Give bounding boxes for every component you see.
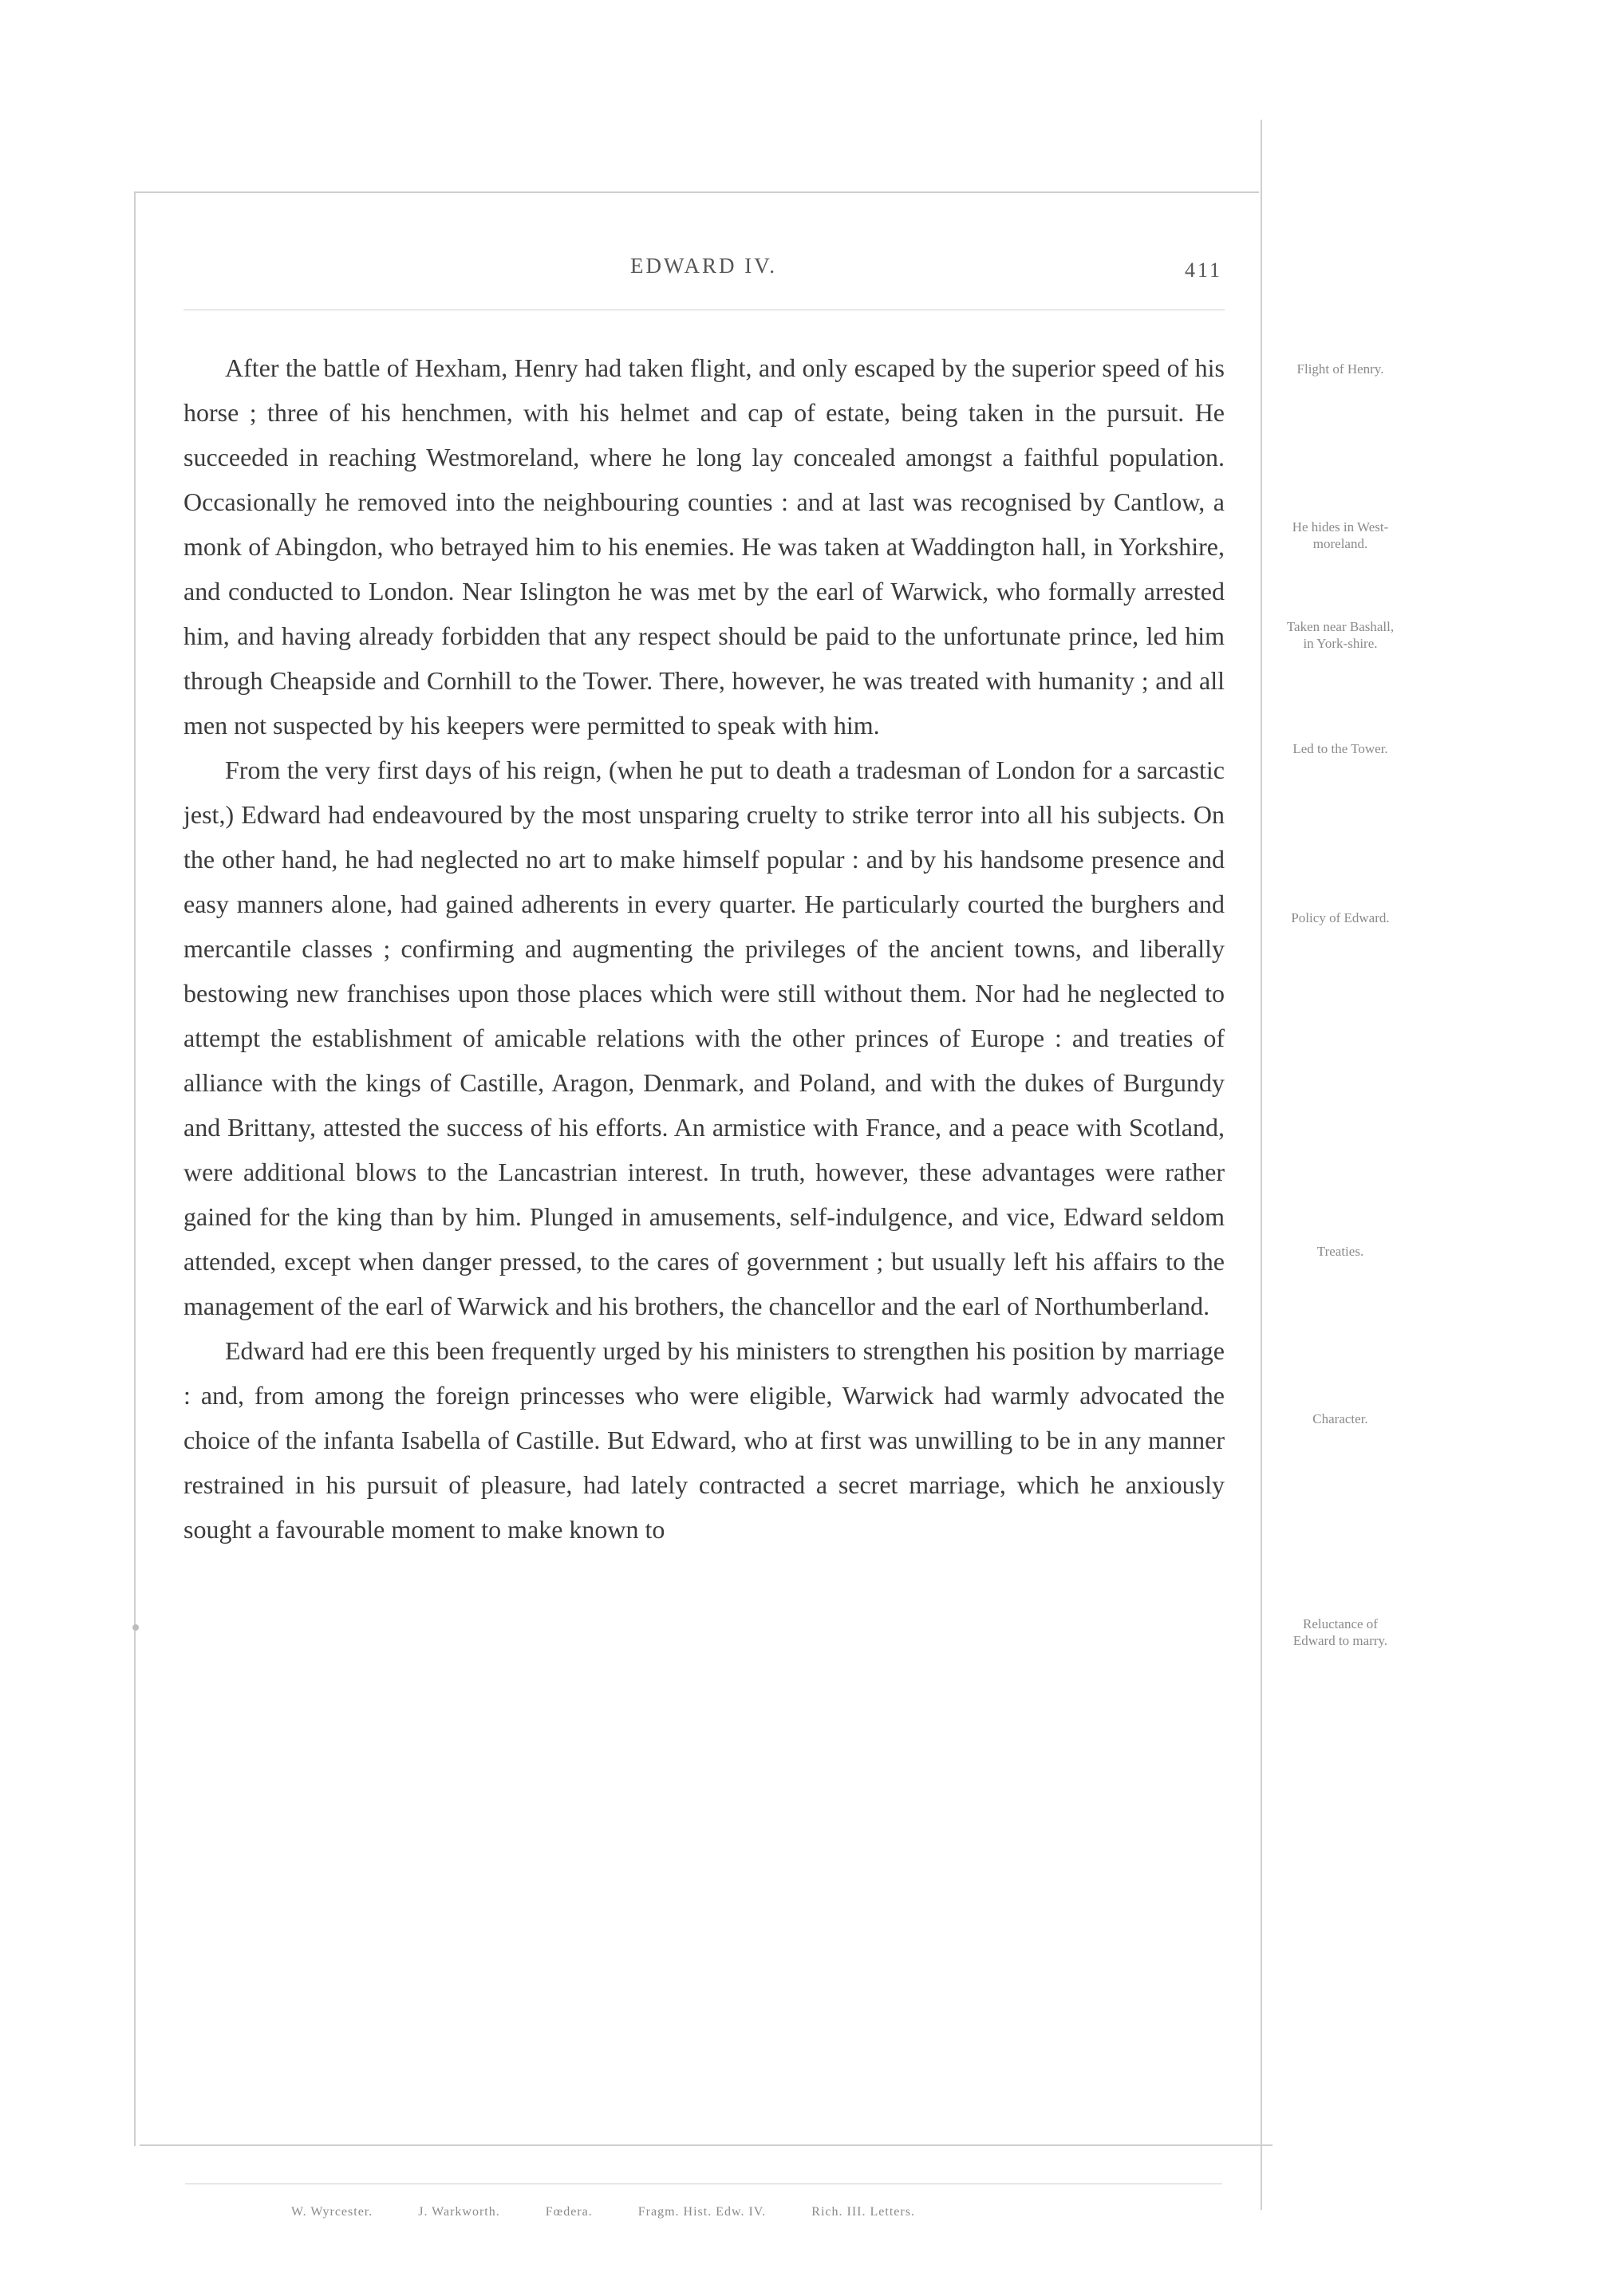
- frame-left-rule: [134, 191, 136, 2146]
- margin-note: Led to the Tower.: [1292, 741, 1388, 756]
- source-citation: W. Wyrcester.: [291, 2205, 373, 2219]
- running-head: EDWARD IV.: [630, 254, 777, 278]
- page-number: 411: [1184, 258, 1222, 282]
- source-citation: Fœdera.: [545, 2205, 593, 2219]
- margin-note: Policy of Edward.: [1291, 910, 1390, 925]
- body-text: [183, 345, 1225, 1552]
- paragraph-1: After the battle of Hexham, Henry had taken flight, and only escaped by the superior speed of his horse ; three of his henchmen, with his helmet and cap of estate, being taken in the pursuit. He succeeded in reaching Westmoreland, where he long lay concealed amongst a faithful population. Occasionally he removed into the neighbouring counties : and at last was recognised by Cantlow, a monk of Abingdon, who betrayed him to his enemies. He was taken at Waddington hall, in Yorkshire, and conducted to London. Near Islington he was met by the earl of Warwick, who formally arrested him, and having already forbidden that any respect should be paid to the unfortunate prince, led him through Cheapside and Cornhill to the Tower. There, however, he was treated with humanity ; and all men not suspected by his keepers were permitted to speak with him.: [183, 353, 1225, 740]
- frame-right-rule: [1261, 120, 1262, 2210]
- margin-note: Character.: [1312, 1411, 1368, 1426]
- ink-spot: [132, 1624, 139, 1631]
- source-citation: J. Warkworth.: [418, 2205, 500, 2219]
- margin-note: Taken near Bashall, in York-shire.: [1286, 619, 1395, 651]
- paragraph-3: Edward had ere this been frequently urged by his ministers to strengthen his position by marriage : and, from among the foreign princesses who were eligible, Warwick had warmly advocated the choice of the infanta Isabella of Castille. But Edward, who at first was unwilling to be in any manner restrained in his pursuit of pleasure, had lately contracted a secret marriage, which he anxiously sought a favourable moment to make known to: [183, 1336, 1225, 1544]
- frame-bottom-rule: [140, 2144, 1272, 2146]
- paragraph-2: From the very first days of his reign, (when he put to death a tradesman of London for a sarcastic jest,) Edward had endeavoured by the most unsparing cruelty to strike terror into all his subjects. On the other hand, he had neglected no art to make himself popular : and by his handsome presence and easy manners alone, had gained adherents in every quarter. He particularly courted the burghers and mercantile classes ; confirming and augmenting the privileges of the ancient towns, and liberally bestowing new franchises upon those places which were still without them. Nor had he neglected to attempt the establishment of amicable relations with the other princes of Europe : and treaties of alliance with the kings of Castille, Aragon, Denmark, and Poland, and with the dukes of Burgundy and Brittany, attested the success of his efforts. An armistice with France, and a peace with Scotland, were additional blows to the Lancastrian interest. In truth, however, these advantages were rather gained for the king than by him. Plunged in amusements, self-indulgence, and vice, Edward seldom attended, except when danger pressed, to the cares of government ; but usually left his affairs to the management of the earl of Warwick and his brothers, the chancellor and the earl of Northumberland.: [183, 755, 1225, 1320]
- margin-note: Treaties.: [1316, 1244, 1364, 1259]
- footnote-sources: [291, 2205, 1249, 2219]
- margin-note: Reluctance of Edward to marry.: [1292, 1616, 1388, 1648]
- margin-note: He hides in West-moreland.: [1292, 519, 1389, 551]
- margin-note: Flight of Henry.: [1296, 361, 1384, 377]
- frame-top-rule: [134, 191, 1259, 193]
- source-citation: Fragm. Hist. Edw. IV.: [637, 2205, 767, 2219]
- page-header: [185, 254, 1222, 286]
- source-citation: Rich. III. Letters.: [811, 2205, 915, 2219]
